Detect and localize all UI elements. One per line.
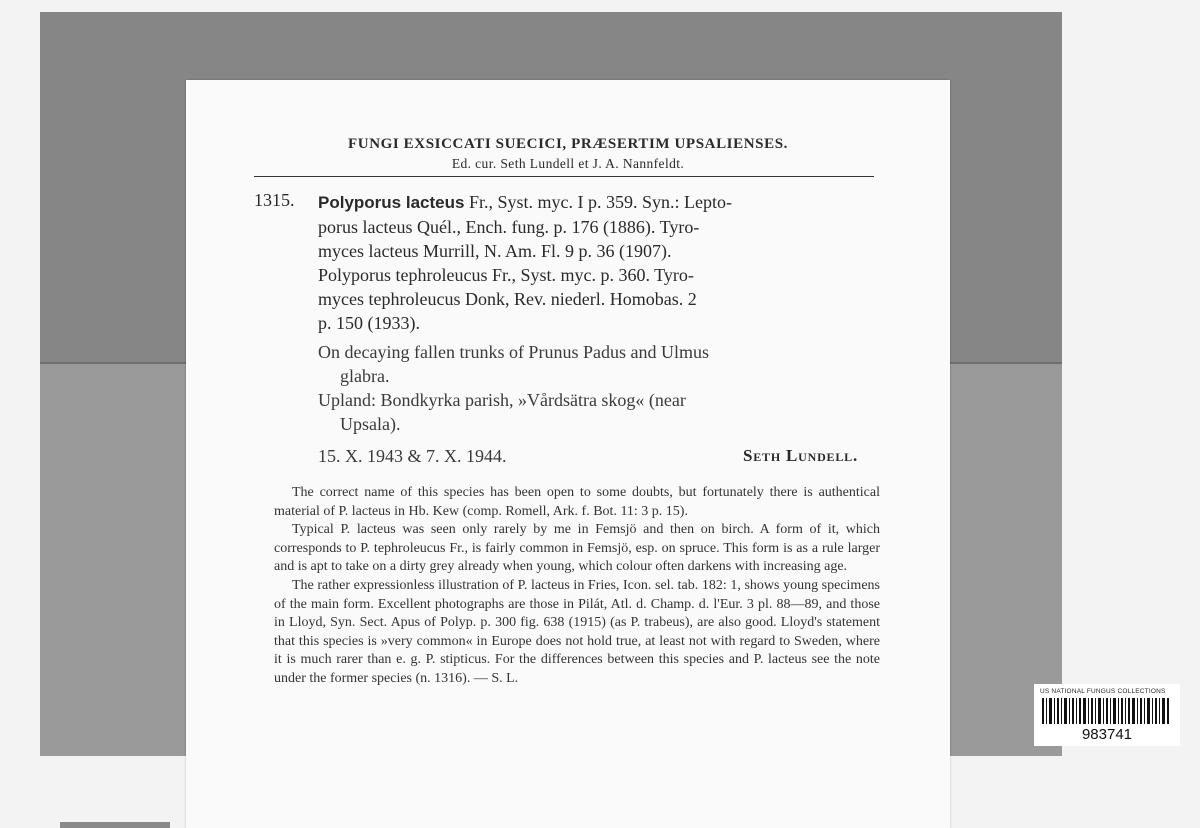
collection-dates: 15. X. 1943 & 7. X. 1944. [318,446,507,466]
locality-line-1: Upland: Bondkyrka parish, »Vårdsätra skog« (near [318,390,686,410]
entry-line-2: porus lacteus Quél., Ench. fung. p. 176 (1886). Tyro- [318,217,700,237]
label-series-title: FUNGI EXSICCATI SUECICI, PRÆSERTIM UPSALIENSES. [348,136,788,152]
habitat-line-1: On decaying fallen trunks of Prunus Padus and Ulmus [318,342,709,362]
notes [274,484,880,689]
locality-line-2: Upsala). [340,414,401,434]
collector-name: Seth Lundell. [742,446,858,465]
entry-line-3: myces lacteus Murrill, N. Am. Fl. 9 p. 36 (1907). [318,241,672,261]
barcode-icon [1042,698,1172,724]
entry-line-1: Fr., Syst. myc. I p. 359. Syn.: Lepto- [464,192,732,212]
entry-line-5: myces tephroleucus Donk, Rev. niederl. Homobas. 2 [318,289,697,309]
entry-line-6: p. 150 (1933). [318,313,420,333]
header-rule [254,176,874,177]
note-paragraph-3: The rather expressionless illustration of P. lacteus in Fries, Icon. sel. tab. 182: 1, shows young specimens of the main form. Excellent photographs are those in Pilát, Atl. d. Champ. d. l'Eur. 3 pl. 88—89, and those in Lloyd, Syn. Sect. Apus of Polyp. p. 300 fig. 638 (1915) (as P. trabeus), are also good. Lloyd's statement that this species is »very common« in Europe does not hold true, at least not with regard to Sweden, where it is much rarer than e. g. P. stipticus. For the differences between this species and P. lacteus see the note under the former species (n. 1316). — S. L. [274,577,880,686]
label-editors: Ed. cur. Seth Lundell et J. A. Nannfeldt. [451,156,685,171]
packet-edge [60,822,170,828]
barcode-number: 983741 [1081,726,1133,743]
note-paragraph-1: The correct name of this species has been open to some doubts, but fortunately there is authentical material of P. lacteus in Hb. Kew (comp. Romell, Ark. f. Bot. 11: 3 p. 15). [274,485,880,519]
locality [318,388,880,436]
habitat [318,340,880,388]
species-entry [318,190,880,335]
habitat-line-2: glabra. [340,366,390,386]
exsiccata-number: 1315. [254,190,295,210]
collection-label: US NATIONAL FUNGUS COLLECTIONS [1040,688,1166,695]
barcode-label [1034,684,1180,746]
note-paragraph-2: Typical P. lacteus was seen only rarely by me in Femsjö and then on birch. A form of it, which corresponds to P. tephroleucus Fr., is fairly common in Femsjö, esp. on spruce. This form is as a rule larger and is apt to take on a dirty grey already when young, which colour often darkens with increasing age. [274,522,880,575]
entry-line-4: Polyporus tephroleucus Fr., Syst. myc. p. 360. Tyro- [318,265,694,285]
herbarium-label [186,80,950,828]
species-name: Polyporus lacteus [318,193,465,212]
